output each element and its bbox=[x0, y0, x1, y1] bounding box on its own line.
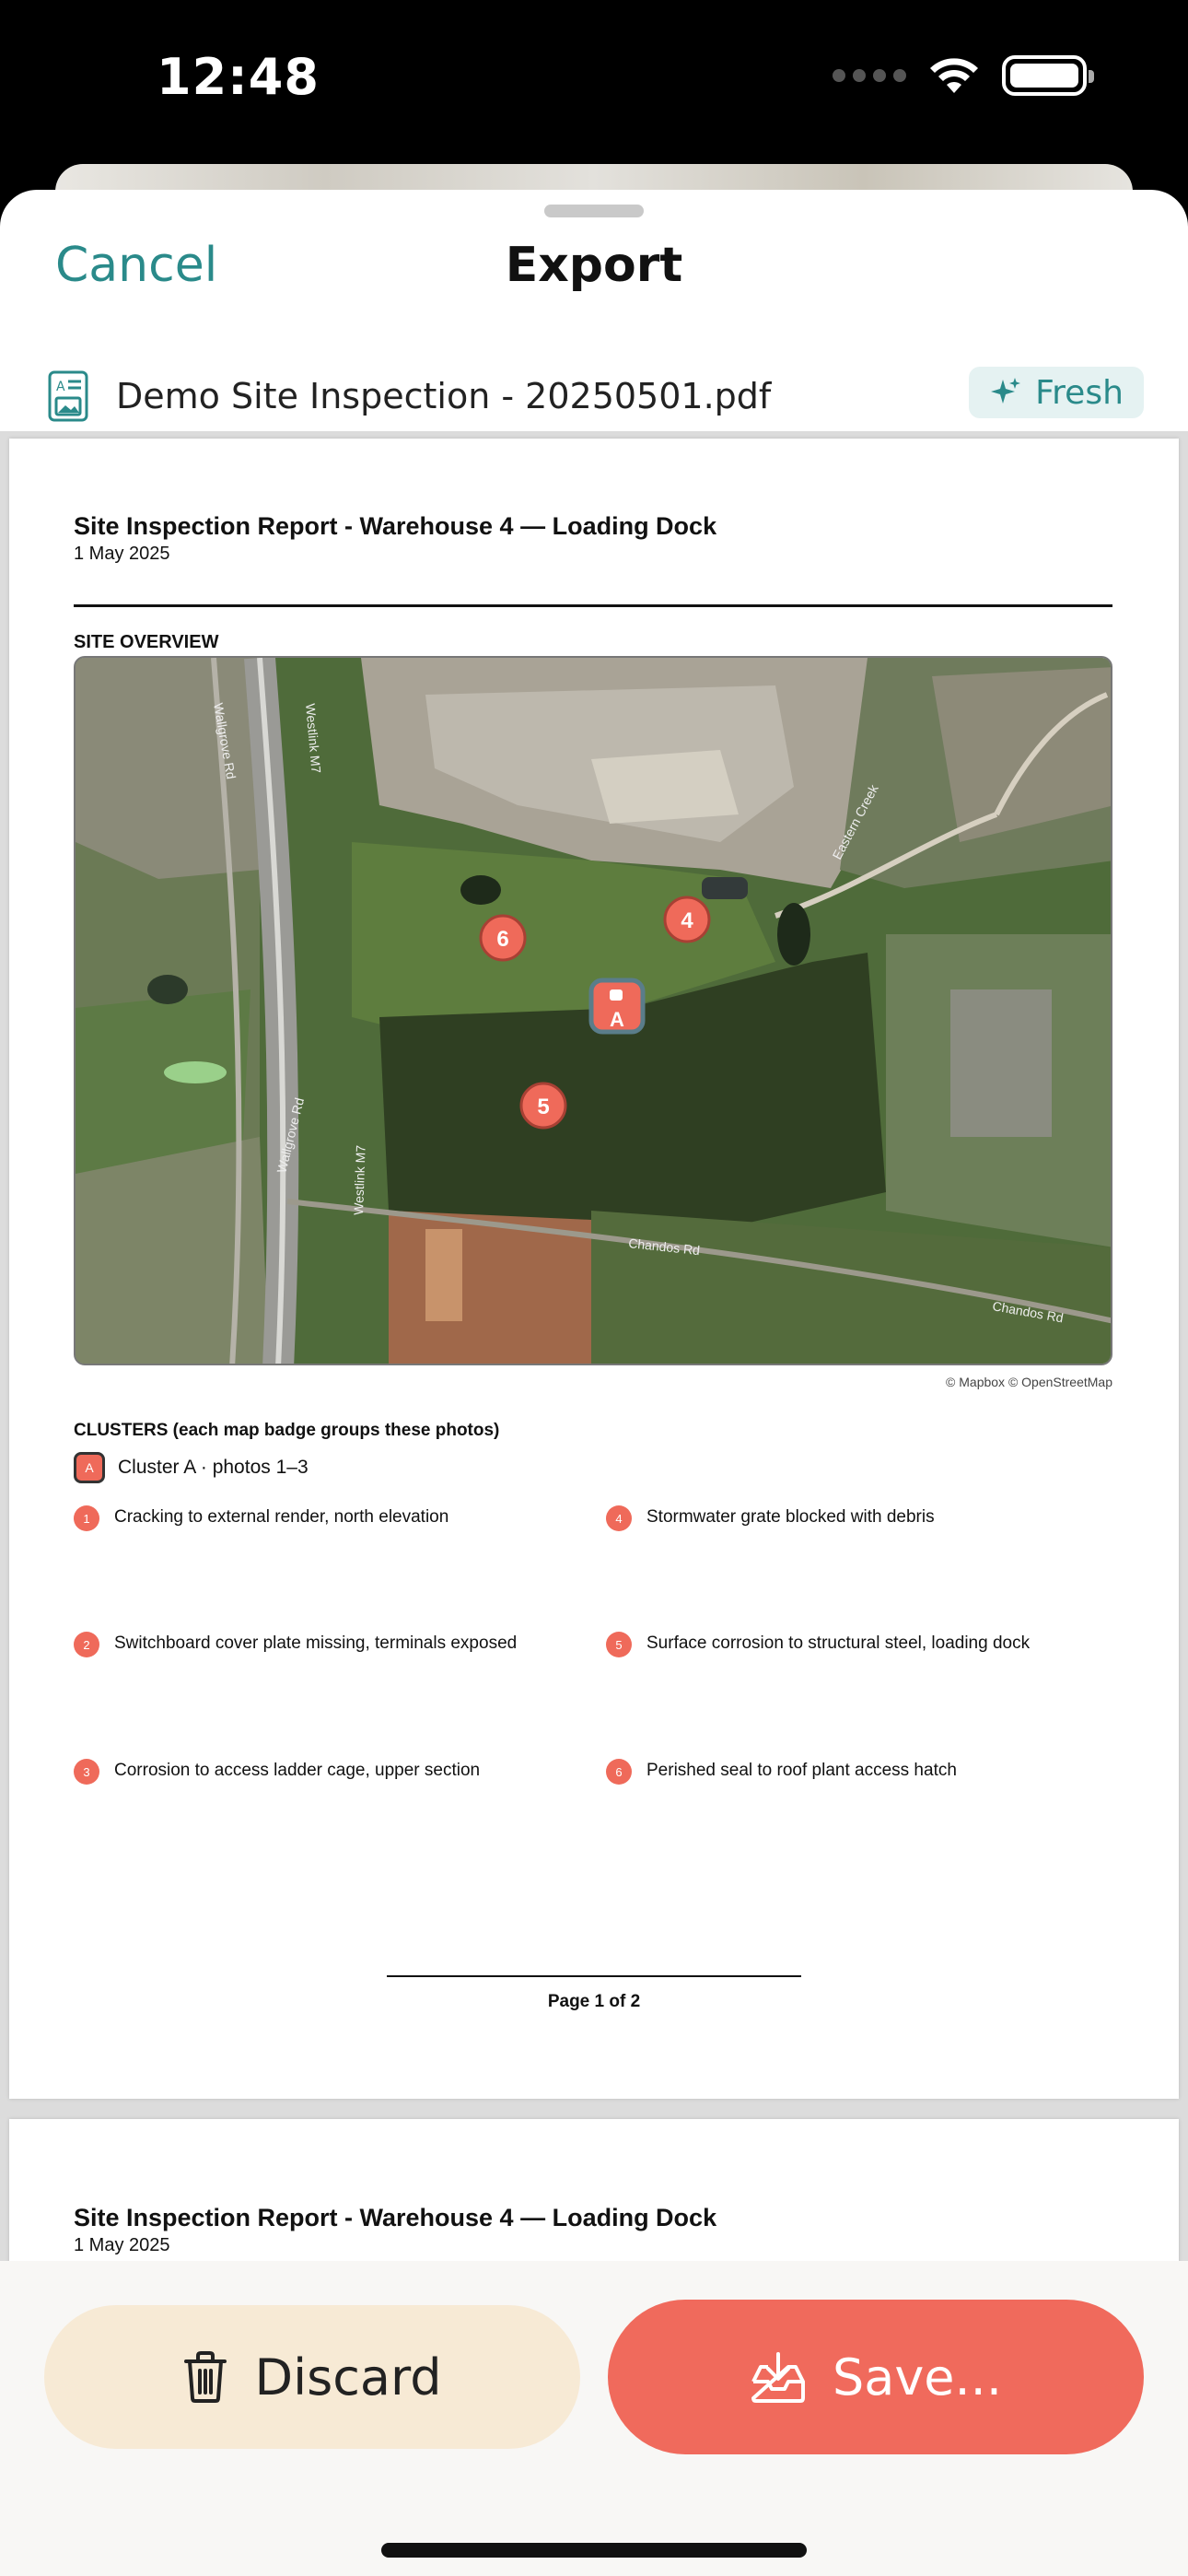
report-title: Site Inspection Report - Warehouse 4 — Loading Dock bbox=[74, 512, 717, 540]
action-bar bbox=[0, 2261, 1188, 2576]
status-bar bbox=[0, 0, 1188, 166]
photo-caption: Cracking to external render, north elevation bbox=[114, 1507, 449, 1527]
photo-caption: Stormwater grate blocked with debris bbox=[646, 1507, 935, 1527]
photo-item-6 bbox=[606, 1761, 1085, 1785]
discard-label: Discard bbox=[254, 2348, 442, 2406]
photo-number-badge: 1 bbox=[74, 1505, 99, 1531]
photo-caption: Switchboard cover plate missing, terminals exposed bbox=[114, 1633, 518, 1653]
fresh-badge-label: Fresh bbox=[1035, 373, 1124, 412]
map-marker-4 bbox=[665, 897, 709, 942]
home-indicator[interactable] bbox=[381, 2543, 807, 2558]
map-marker-5 bbox=[521, 1083, 565, 1128]
discard-button[interactable] bbox=[44, 2305, 580, 2449]
page-footer-rule bbox=[387, 1975, 801, 1977]
photo-item-1 bbox=[74, 1507, 553, 1531]
page-number: Page 1 of 2 bbox=[547, 1992, 641, 2011]
photo-item-2 bbox=[74, 1633, 553, 1657]
photo-item-5 bbox=[606, 1633, 1085, 1657]
pdf-page-1 bbox=[9, 439, 1179, 2099]
photo-caption: Perished seal to roof plant access hatch bbox=[646, 1761, 957, 1780]
photo-caption: Corrosion to access ladder cage, upper section bbox=[114, 1761, 481, 1780]
cluster-a-text: Cluster A · photos 1–3 bbox=[118, 1457, 309, 1478]
photo-caption: Surface corrosion to structural steel, loading dock bbox=[646, 1633, 1031, 1653]
trash-icon bbox=[182, 2350, 228, 2404]
svg-text:6: 6 bbox=[496, 927, 509, 952]
cancel-button[interactable]: Cancel bbox=[55, 238, 218, 293]
map-label-westlink: Westlink M7 bbox=[303, 702, 324, 774]
svg-text:A: A bbox=[610, 1008, 624, 1031]
map-label-chandos-1: Chandos Rd bbox=[627, 1235, 701, 1259]
report-date: 1 May 2025 bbox=[74, 544, 170, 564]
fresh-badge bbox=[969, 367, 1144, 418]
page2-report-date: 1 May 2025 bbox=[74, 2235, 170, 2255]
battery-icon bbox=[1002, 55, 1087, 96]
sheet-title: Export bbox=[505, 238, 683, 293]
map-label-wallgrove: Wallgrove Rd bbox=[211, 701, 239, 780]
sparkle-icon bbox=[989, 376, 1022, 409]
page2-report-title: Site Inspection Report - Warehouse 4 — Loading Dock bbox=[74, 2204, 717, 2231]
map-marker-6 bbox=[481, 916, 525, 960]
svg-text:5: 5 bbox=[537, 1095, 550, 1119]
cellular-signal-icon bbox=[833, 69, 906, 82]
file-name: Demo Site Inspection - 20250501.pdf bbox=[116, 376, 772, 416]
map-credit: © Mapbox © OpenStreetMap bbox=[946, 1375, 1112, 1389]
photo-item-4 bbox=[606, 1507, 1085, 1531]
map-marker-cluster-a bbox=[591, 980, 643, 1032]
cluster-a-badge: A bbox=[74, 1452, 105, 1483]
status-time: 12:48 bbox=[157, 48, 320, 106]
status-icons bbox=[833, 55, 1087, 96]
document-icon bbox=[48, 370, 88, 422]
save-label: Save... bbox=[832, 2348, 1003, 2406]
map-label-wallgrove-2: Wallgrove Rd bbox=[274, 1095, 308, 1175]
site-overview-label: SITE OVERVIEW bbox=[74, 632, 219, 652]
svg-text:4: 4 bbox=[681, 908, 693, 933]
pdf-preview[interactable] bbox=[0, 431, 1188, 2274]
map-label-westlink-2: Westlink M7 bbox=[351, 1144, 368, 1216]
site-map bbox=[74, 656, 1112, 1365]
cluster-a-row bbox=[74, 1452, 309, 1483]
photo-number-badge: 6 bbox=[606, 1759, 632, 1785]
wifi-icon bbox=[928, 56, 980, 95]
svg-text:A: A bbox=[56, 380, 65, 394]
save-tray-icon bbox=[750, 2350, 807, 2404]
map-label-chandos-2: Chandos Rd bbox=[991, 1298, 1065, 1326]
map-label-eastern-creek: Eastern Creek bbox=[829, 781, 881, 862]
photo-number-badge: 2 bbox=[74, 1632, 99, 1657]
photo-number-badge: 5 bbox=[606, 1632, 632, 1657]
title-divider bbox=[74, 604, 1112, 607]
photo-number-badge: 3 bbox=[74, 1759, 99, 1785]
photo-number-badge: 4 bbox=[606, 1505, 632, 1531]
save-button[interactable] bbox=[608, 2300, 1144, 2454]
clusters-label: CLUSTERS (each map badge groups these photos) bbox=[74, 1421, 500, 1440]
sheet-grabber[interactable] bbox=[544, 205, 644, 217]
photo-item-3 bbox=[74, 1761, 553, 1785]
export-sheet bbox=[0, 190, 1188, 2576]
satellite-map-image bbox=[76, 658, 1112, 1365]
